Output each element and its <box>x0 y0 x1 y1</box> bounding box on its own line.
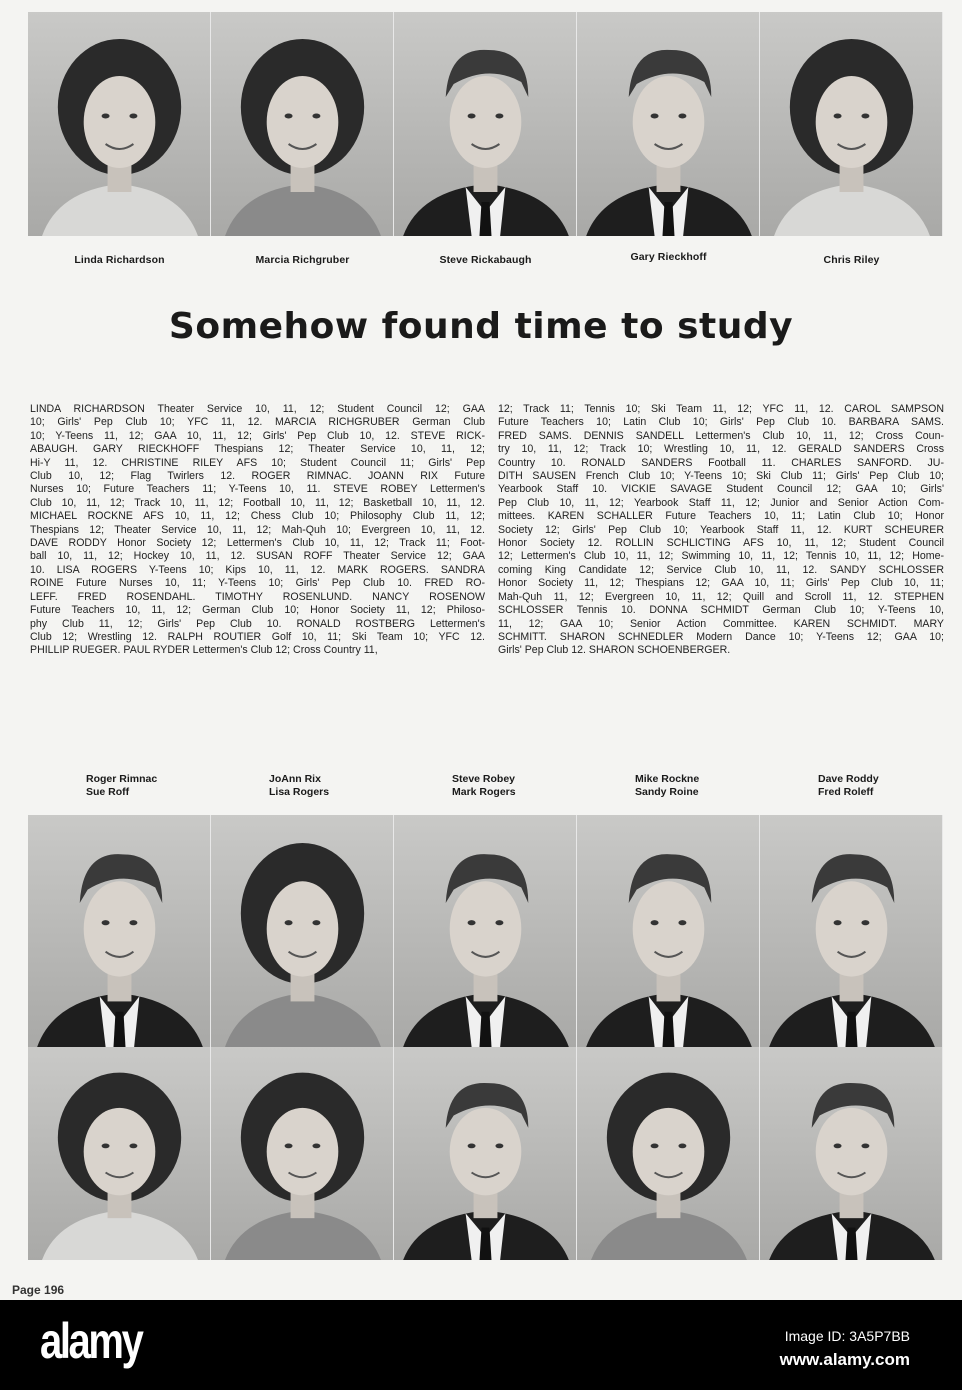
student-portrait <box>577 1047 760 1260</box>
top-photo-row <box>28 12 943 236</box>
portrait-caption: Lisa Rogers <box>269 786 330 798</box>
right-text-column <box>498 403 944 658</box>
text-line: Nurses 10; Future Teachers 11; Y-Teens 10, 11. STEVE ROBEY Lettermen's <box>30 483 485 496</box>
student-portrait <box>760 1047 943 1260</box>
portrait-caption-pair <box>452 773 516 799</box>
portrait-caption: Roger Rimnac <box>86 773 158 785</box>
portrait-caption: Marcia Richgruber <box>255 254 350 266</box>
text-line: Girls' Pep Club 12. SHARON SCHOENBERGER. <box>498 644 731 657</box>
portrait-caption: Gary Rieckhoff <box>630 251 707 263</box>
text-line: FRED SAMS. DENNIS SANDELL Lettermen's Club 10, 11, 12; Cross Coun- <box>498 429 944 442</box>
student-portrait <box>394 1047 577 1260</box>
text-line: Pep Club 10, 11, 12; Yearbook Staff 11, 12; Junior and Senior Action Com- <box>498 496 944 509</box>
text-line: 10. LISA ROGERS Y-Teens 10; Kips 10, 11, 12. MARK ROGERS. SANDRA <box>30 563 485 576</box>
portrait-caption-pair <box>269 773 329 799</box>
portrait-caption: Mike Rockne <box>635 773 700 785</box>
student-portrait <box>760 12 943 236</box>
text-line: coming King Candidate 12; Service Club 10, 11, 12. SANDY SCHLOSSER <box>498 563 944 576</box>
portrait-caption: Chris Riley <box>823 254 880 266</box>
student-portrait <box>394 12 577 236</box>
text-line: mittees. KAREN SCHALLER Future Teachers 10, 11; Latin Club 10; Honor <box>498 510 944 523</box>
text-line: Hi-Y 11, 12. CHRISTINE RILEY AFS 10; Student Council 11; Girls' Pep <box>30 456 485 469</box>
text-line: phy Club 11, 12; Girls' Pep Club 10. RONALD ROSTBERG Lettermen's <box>30 617 485 630</box>
text-line: Club 10, 11, 12; Track 10, 11, 12; Football 10, 11, 12; Basketball 10, 11, 12. <box>30 496 485 509</box>
text-line: Mah-Quh 11, 12; Evergreen 10, 11, 12; Quill and Scroll 11, 12. STEPHEN <box>498 590 944 603</box>
page-number: Page 196 <box>12 1283 65 1297</box>
image-id: Image ID: 3A5P7BB <box>784 1328 910 1344</box>
portrait-caption-pair <box>86 773 157 799</box>
footer-url[interactable]: www.alamy.com <box>779 1350 910 1369</box>
text-line: Honor Society 12. ROLLIN SCHLICTING AFS 10, 11, 12; Student Council <box>498 537 944 550</box>
text-line: ABAUGH. GARY RIECKHOFF Thespians 12; Theater Service 10, 11, 12; <box>30 443 485 456</box>
text-line: MICHAEL ROCKNE AFS 10, 11, 12; Chess Club 10; Philosophy Club 11, 12; <box>30 510 485 523</box>
text-line: LEFF. FRED ROSENDAHL. TIMOTHY ROSENLUND. NANCY ROSENOW <box>30 590 485 603</box>
bottom-photo-row-1 <box>28 815 943 1047</box>
text-line: Future Teachers 10, 11, 12; German Club 10; Honor Society 11, 12; Philoso- <box>30 604 485 617</box>
text-line: PHILLIP RUEGER. PAUL RYDER Lettermen's Club 12; Cross Country 11, <box>30 644 378 657</box>
student-portrait <box>28 1047 211 1260</box>
text-line: Club 12; Wrestling 12. RALPH ROUTIER Golf 10, 11; Ski Team 10; YFC 12. <box>30 630 485 643</box>
portrait-caption: Mark Rogers <box>452 786 516 798</box>
text-line: DITH SAUSEN French Club 10; Y-Teens 10; Ski Club 11; Girls' Pep Club 10; <box>498 470 944 483</box>
text-line: ROINE Future Nurses 10, 11; Y-Teens 10; Girls' Pep Club 10. FRED RO- <box>30 577 485 590</box>
portrait-caption: Steve Robey <box>452 773 516 785</box>
student-portrait <box>211 815 394 1047</box>
student-portrait <box>211 12 394 236</box>
text-line: Yearbook Staff 10. VICKIE SAVAGE Student Council 12; GAA 10; Girls' <box>498 483 944 496</box>
alamy-logo: alamy <box>40 1313 142 1369</box>
text-line: Honor Society 11, 12; Thespians 12; GAA 10, 11; Girls' Pep Club 10, 11; <box>498 577 944 590</box>
text-line: 12; Track 11; Tennis 10; Ski Team 11, 12; YFC 11, 12. CAROL SAMPSON <box>498 403 944 415</box>
portrait-caption: Sandy Roine <box>635 786 699 798</box>
student-portrait <box>394 815 577 1047</box>
watermark-footer <box>0 1300 962 1390</box>
text-line: LINDA RICHARDSON Theater Service 10, 11, 12; Student Council 12; GAA <box>30 403 485 415</box>
text-line: 11, 12; GAA 10; Senior Action Committee. KAREN SCHMIDT. MARY <box>498 617 944 630</box>
student-portrait <box>28 12 211 236</box>
portrait-caption-pair <box>818 773 879 799</box>
text-line: 10; Y-Teens 11, 12; GAA 10, 11, 12; Girls' Pep Club 10, 12. STEVE RICK- <box>30 429 485 442</box>
text-line: Country 10. RONALD SANDERS Football 11. CHARLES SANFORD. JU- <box>498 456 944 469</box>
portrait-caption: Steve Rickabaugh <box>439 254 532 266</box>
text-line: SCHLOSSER Tennis 10. DONNA SCHMIDT German Club 10; Y-Teens 10, <box>498 604 944 617</box>
text-line: 12; Lettermen's Club 10, 11, 12; Swimming 10, 11, 12; Tennis 10, 11, 12; Home- <box>498 550 944 563</box>
text-line: 10; Girls' Pep Club 10; YFC 11, 12. MARCIA RICHGRUBER German Club <box>30 416 485 429</box>
portrait-caption: Sue Roff <box>86 786 130 798</box>
student-portrait <box>211 1047 394 1260</box>
text-line: ball 10, 11, 12; Hockey 10, 11, 12. SUSAN ROFF Theater Service 12; GAA <box>30 550 485 563</box>
portrait-caption: JoAnn Rix <box>269 773 321 785</box>
bottom-photo-row-2 <box>28 1047 943 1260</box>
text-line: SCHMITT. SHARON SCHNEDLER Modern Dance 10; Y-Teens 12; GAA 10; <box>498 630 944 643</box>
student-portrait <box>760 815 943 1047</box>
text-line: Future Teachers 10; Latin Club 10; Girls' Pep Club 10. BARBARA SAMS. <box>498 416 944 429</box>
text-line: Thespians 12; Theater Service 10, 11, 12; Mah-Quh 10; Evergreen 10, 11, 12. <box>30 523 485 536</box>
text-line: try 10, 11, 12; Track 10; Wrestling 10, 11, 12. GERALD SANDERS Cross <box>498 443 944 456</box>
portrait-caption: Dave Roddy <box>818 773 879 785</box>
student-portrait <box>577 12 760 236</box>
left-text-column <box>30 403 485 658</box>
portrait-caption: Fred Roleff <box>818 786 874 798</box>
student-portrait <box>28 815 211 1047</box>
text-line: Club 10, 12; Flag Twirlers 12. ROGER RIMNAC. JOANN RIX Future <box>30 470 485 483</box>
page-title: Somehow found time to study <box>168 306 794 347</box>
portrait-caption-pair <box>635 773 699 799</box>
student-portrait <box>577 815 760 1047</box>
portrait-caption: Linda Richardson <box>74 254 165 266</box>
text-line: Society 12; Girls' Pep Club 10; Yearbook Staff 11, 12. KURT SCHEURER <box>498 523 944 536</box>
text-line: DAVE RODDY Honor Society 12; Lettermen's Club 10, 11, 12; Track 11; Foot- <box>30 537 485 550</box>
